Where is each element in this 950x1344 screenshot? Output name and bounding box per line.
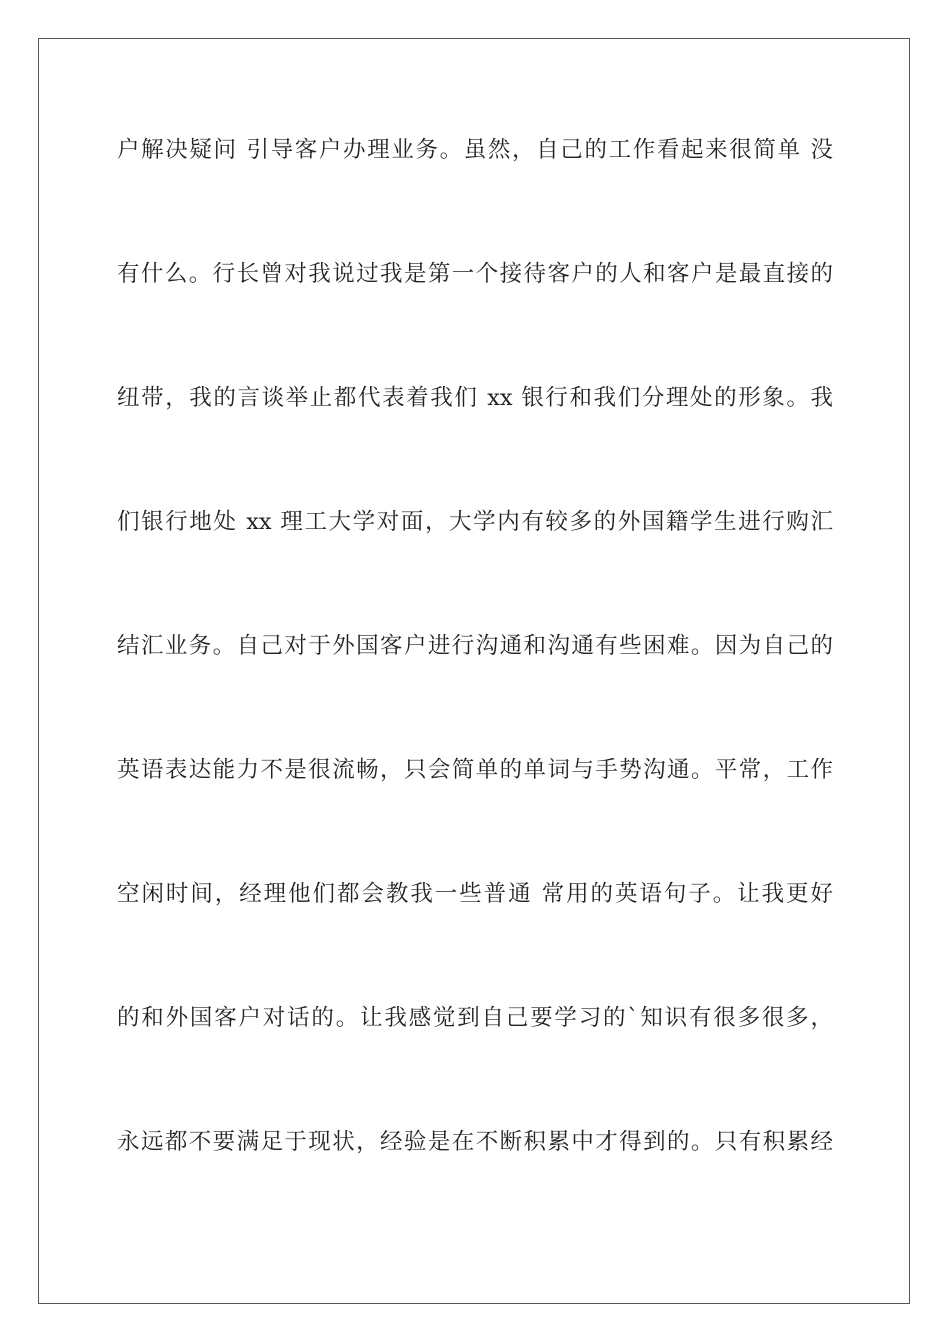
page-border: [38, 38, 910, 1304]
paragraph-line: 空闲时间，经理他们都会教我一些普通 常用的英语句子。让我更好: [117, 881, 833, 907]
paragraph-line: 纽带，我的言谈举止都代表着我们 xx 银行和我们分理处的形象。我: [117, 385, 833, 411]
paragraph-line: 有什么。行长曾对我说过我是第一个接待客户的人和客户是最直接的: [117, 261, 833, 287]
paragraph-line: 的和外国客户对话的。让我感觉到自己要学习的`知识有很多很多，: [117, 1005, 833, 1031]
paragraph-line: 结汇业务。自己对于外国客户进行沟通和沟通有些困难。因为自己的: [117, 633, 833, 659]
paragraph-line: 永远都不要满足于现状，经验是在不断积累中才得到的。只有积累经: [117, 1129, 833, 1155]
paragraph-line: 们银行地处 xx 理工大学对面，大学内有较多的外国籍学生进行购汇: [117, 509, 833, 535]
paragraph-line: 英语表达能力不是很流畅，只会简单的单词与手势沟通。平常，工作: [117, 757, 833, 783]
paragraph-line: 户解决疑问 引导客户办理业务。虽然，自己的工作看起来很简单 没: [117, 137, 833, 163]
